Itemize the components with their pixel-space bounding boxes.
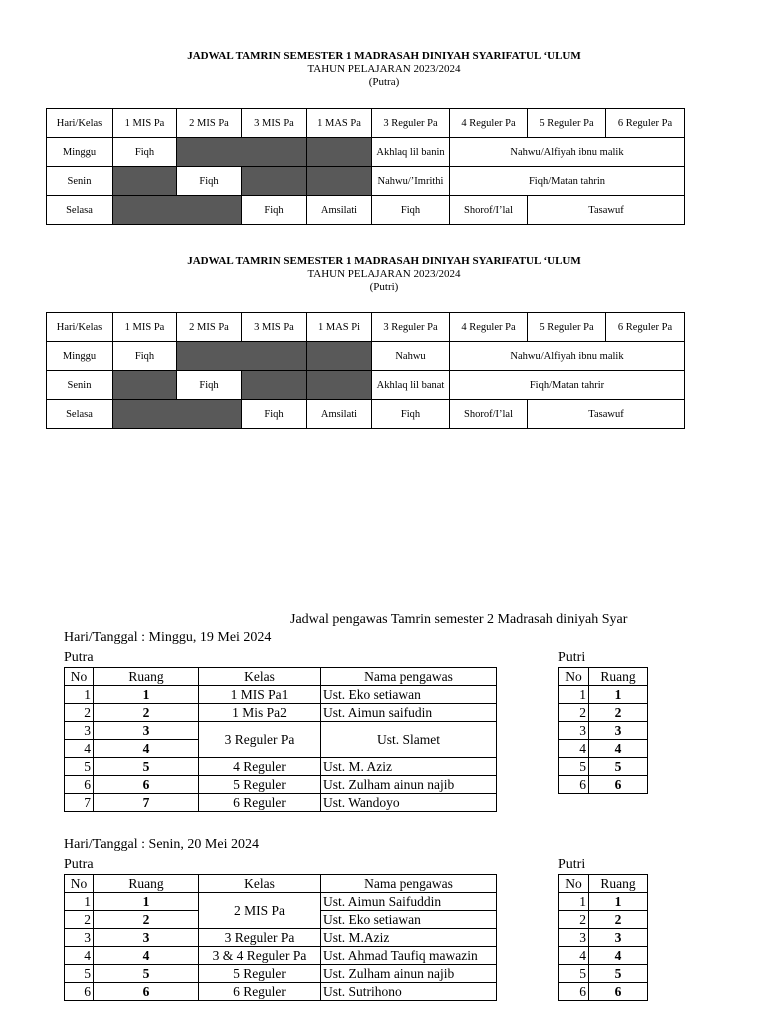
blank-cell	[242, 371, 307, 400]
day-cell: Minggu	[47, 342, 113, 371]
nama-cell: Ust. Eko setiawan	[321, 911, 497, 929]
table-row	[559, 911, 648, 929]
header-no: No	[65, 875, 94, 893]
nama-cell: Ust. Sutrihono	[321, 983, 497, 1001]
header-cell: 6 Reguler Pa	[606, 109, 685, 138]
subject-cell: Tasawuf	[528, 196, 685, 225]
day1-putri-label: Putri	[558, 650, 586, 665]
table-row	[65, 965, 497, 983]
subject-cell: Nahwu/Alfiyah ibnu malik	[450, 342, 685, 371]
no-cell: 2	[65, 911, 94, 929]
day1-label: Hari/Tanggal : Minggu, 19 Mei 2024	[64, 630, 272, 645]
subject-cell: Fiqh	[177, 371, 242, 400]
day-cell: Senin	[47, 371, 113, 400]
ruang-cell: 4	[94, 947, 199, 965]
nama-cell: Ust. Wandoyo	[321, 794, 497, 812]
ruang-cell: 1	[589, 686, 648, 704]
table-row	[65, 794, 497, 812]
table-row	[559, 893, 648, 911]
ruang-cell: 6	[589, 776, 648, 794]
table-row	[559, 704, 648, 722]
ruang-cell: 6	[94, 983, 199, 1001]
table-row	[559, 776, 648, 794]
header-cell: 6 Reguler Pa	[606, 313, 685, 342]
ruang-cell: 1	[94, 893, 199, 911]
kelas-cell: 1 MIS Pa1	[199, 686, 321, 704]
day-cell: Selasa	[47, 400, 113, 429]
ruang-cell: 4	[589, 947, 648, 965]
subject-cell: Shorof/I’lal	[450, 400, 528, 429]
table-row	[65, 929, 497, 947]
blank-cell	[113, 371, 177, 400]
table-header-row	[47, 313, 685, 342]
subject-cell: Amsilati	[307, 196, 372, 225]
nama-cell: Ust. Ahmad Taufiq mawazin	[321, 947, 497, 965]
subject-cell: Fiqh/Matan tahrir	[450, 371, 685, 400]
ruang-cell: 6	[589, 983, 648, 1001]
kelas-cell: 4 Reguler	[199, 758, 321, 776]
header-ruang: Ruang	[589, 875, 648, 893]
table-row	[47, 138, 685, 167]
putra-group: (Putra)	[368, 76, 400, 88]
putri-schedule-table	[46, 312, 685, 429]
table-row	[559, 740, 648, 758]
ruang-cell: 3	[94, 929, 199, 947]
table-row	[47, 167, 685, 196]
kelas-cell: 6 Reguler	[199, 794, 321, 812]
subject-cell: Nahwu/’Imrithi	[372, 167, 450, 196]
nama-cell: Ust. Zulham ainun najib	[321, 965, 497, 983]
day1-putri-table	[558, 667, 648, 794]
header-no: No	[65, 668, 94, 686]
table-row	[559, 929, 648, 947]
table-row	[47, 342, 685, 371]
putri-title: JADWAL TAMRIN SEMESTER 1 MADRASAH DINIYAH SYARIFATUL ‘ULUM	[187, 255, 581, 267]
day1-putra-label: Putra	[64, 650, 94, 665]
blank-cell	[307, 167, 372, 196]
table-row	[65, 758, 497, 776]
header-nama: Nama pengawas	[321, 668, 497, 686]
table-header-row	[65, 875, 497, 893]
nama-cell: Ust. Aimun saifudin	[321, 704, 497, 722]
ruang-cell: 2	[589, 911, 648, 929]
nama-cell: Ust. Zulham ainun najib	[321, 776, 497, 794]
ruang-cell: 5	[589, 758, 648, 776]
subject-cell: Nahwu/Alfiyah ibnu malik	[450, 138, 685, 167]
day2-putra-label: Putra	[64, 857, 94, 872]
kelas-cell: 2 MIS Pa	[199, 893, 321, 929]
table-row	[65, 722, 497, 740]
no-cell: 5	[559, 758, 589, 776]
no-cell: 1	[65, 893, 94, 911]
nama-cell: Ust. M. Aziz	[321, 758, 497, 776]
subject-cell: Fiqh	[242, 196, 307, 225]
no-cell: 2	[559, 704, 589, 722]
subject-cell: Akhlaq lil banin	[372, 138, 450, 167]
kelas-cell: 1 Mis Pa2	[199, 704, 321, 722]
header-cell: 2 MIS Pa	[177, 313, 242, 342]
subject-cell: Fiqh	[372, 400, 450, 429]
table-header-row	[559, 875, 648, 893]
subject-cell: Amsilati	[307, 400, 372, 429]
nama-cell: Ust. Eko setiawan	[321, 686, 497, 704]
nama-cell: Ust. M.Aziz	[321, 929, 497, 947]
header-cell: Hari/Kelas	[47, 109, 113, 138]
header-kelas: Kelas	[199, 668, 321, 686]
subject-cell: Fiqh	[113, 138, 177, 167]
no-cell: 6	[65, 983, 94, 1001]
table-row	[65, 776, 497, 794]
no-cell: 7	[65, 794, 94, 812]
no-cell: 4	[65, 947, 94, 965]
nama-cell: Ust. Slamet	[321, 722, 497, 758]
no-cell: 1	[559, 686, 589, 704]
blank-cell	[113, 167, 177, 196]
ruang-cell: 4	[94, 740, 199, 758]
no-cell: 4	[559, 947, 589, 965]
subject-cell: Akhlaq lil banat	[372, 371, 450, 400]
header-cell: 2 MIS Pa	[177, 109, 242, 138]
no-cell: 6	[65, 776, 94, 794]
subject-cell: Shorof/I’lal	[450, 196, 528, 225]
header-cell: 3 Reguler Pa	[372, 313, 450, 342]
no-cell: 6	[559, 776, 589, 794]
table-row	[559, 686, 648, 704]
header-cell: 4 Reguler Pa	[450, 109, 528, 138]
day2-putra-table	[64, 874, 497, 1001]
no-cell: 2	[65, 704, 94, 722]
kelas-cell: 5 Reguler	[199, 965, 321, 983]
table-row	[559, 947, 648, 965]
table-header-row	[65, 668, 497, 686]
subject-cell: Fiqh	[113, 342, 177, 371]
putri-year: TAHUN PELAJARAN 2023/2024	[307, 268, 461, 280]
blank-cell	[177, 342, 307, 371]
header-cell: 5 Reguler Pa	[528, 313, 606, 342]
no-cell: 6	[559, 983, 589, 1001]
table-row	[47, 371, 685, 400]
header-cell: 1 MAS Pa	[307, 109, 372, 138]
no-cell: 5	[65, 965, 94, 983]
header-cell: 3 MIS Pa	[242, 313, 307, 342]
subject-cell: Tasawuf	[528, 400, 685, 429]
day-cell: Minggu	[47, 138, 113, 167]
blank-cell	[307, 371, 372, 400]
no-cell: 5	[65, 758, 94, 776]
header-ruang: Ruang	[94, 875, 199, 893]
kelas-cell: 6 Reguler	[199, 983, 321, 1001]
no-cell: 2	[559, 911, 589, 929]
header-cell: 1 MAS Pi	[307, 313, 372, 342]
ruang-cell: 2	[94, 704, 199, 722]
table-row	[559, 983, 648, 1001]
header-cell: 1 MIS Pa	[113, 313, 177, 342]
putra-title: JADWAL TAMRIN SEMESTER 1 MADRASAH DINIYAH SYARIFATUL ‘ULUM	[187, 50, 581, 62]
header-no: No	[559, 875, 589, 893]
no-cell: 1	[65, 686, 94, 704]
kelas-cell: 3 & 4 Reguler Pa	[199, 947, 321, 965]
day-cell: Selasa	[47, 196, 113, 225]
ruang-cell: 5	[589, 965, 648, 983]
header-cell: 3 MIS Pa	[242, 109, 307, 138]
table-row	[47, 400, 685, 429]
ruang-cell: 6	[94, 776, 199, 794]
day2-label: Hari/Tanggal : Senin, 20 Mei 2024	[64, 837, 259, 852]
nama-cell: Ust. Aimun Saifuddin	[321, 893, 497, 911]
day2-putri-label: Putri	[558, 857, 586, 872]
kelas-cell: 3 Reguler Pa	[199, 929, 321, 947]
header-cell: 1 MIS Pa	[113, 109, 177, 138]
table-row	[65, 983, 497, 1001]
kelas-cell: 3 Reguler Pa	[199, 722, 321, 758]
header-no: No	[559, 668, 589, 686]
table-row	[65, 686, 497, 704]
subject-cell: Fiqh	[242, 400, 307, 429]
ruang-cell: 1	[94, 686, 199, 704]
no-cell: 3	[559, 722, 589, 740]
ruang-cell: 3	[589, 929, 648, 947]
table-row	[559, 758, 648, 776]
ruang-cell: 3	[589, 722, 648, 740]
putra-year: TAHUN PELAJARAN 2023/2024	[307, 63, 461, 75]
header-kelas: Kelas	[199, 875, 321, 893]
table-row	[65, 947, 497, 965]
ruang-cell: 2	[589, 704, 648, 722]
table-row	[559, 965, 648, 983]
day-cell: Senin	[47, 167, 113, 196]
subject-cell: Fiqh/Matan tahrin	[450, 167, 685, 196]
subject-cell: Nahwu	[372, 342, 450, 371]
subject-cell: Fiqh	[177, 167, 242, 196]
header-cell: 4 Reguler Pa	[450, 313, 528, 342]
no-cell: 3	[559, 929, 589, 947]
header-cell: 3 Reguler Pa	[372, 109, 450, 138]
ruang-cell: 2	[94, 911, 199, 929]
ruang-cell: 5	[94, 758, 199, 776]
ruang-cell: 7	[94, 794, 199, 812]
ruang-cell: 4	[589, 740, 648, 758]
table-row	[65, 704, 497, 722]
table-header-row	[47, 109, 685, 138]
putra-header	[0, 50, 768, 89]
table-row	[559, 722, 648, 740]
header-ruang: Ruang	[94, 668, 199, 686]
day2-putri-table	[558, 874, 648, 1001]
putri-header	[0, 255, 768, 294]
subject-cell: Fiqh	[372, 196, 450, 225]
no-cell: 3	[65, 929, 94, 947]
putra-schedule-table	[46, 108, 685, 225]
no-cell: 3	[65, 722, 94, 740]
table-header-row	[559, 668, 648, 686]
pengawas-title: Jadwal pengawas Tamrin semester 2 Madrasah diniyah Syar	[290, 612, 628, 627]
header-cell: 5 Reguler Pa	[528, 109, 606, 138]
day1-putra-table	[64, 667, 497, 812]
blank-cell	[307, 342, 372, 371]
header-ruang: Ruang	[589, 668, 648, 686]
blank-cell	[113, 400, 242, 429]
table-row	[47, 196, 685, 225]
header-nama: Nama pengawas	[321, 875, 497, 893]
ruang-cell: 1	[589, 893, 648, 911]
blank-cell	[307, 138, 372, 167]
blank-cell	[113, 196, 242, 225]
ruang-cell: 3	[94, 722, 199, 740]
blank-cell	[177, 138, 307, 167]
putri-group: (Putri)	[369, 281, 399, 293]
no-cell: 4	[559, 740, 589, 758]
header-cell: Hari/Kelas	[47, 313, 113, 342]
no-cell: 1	[559, 893, 589, 911]
table-row	[65, 893, 497, 911]
kelas-cell: 5 Reguler	[199, 776, 321, 794]
blank-cell	[242, 167, 307, 196]
no-cell: 5	[559, 965, 589, 983]
ruang-cell: 5	[94, 965, 199, 983]
no-cell: 4	[65, 740, 94, 758]
